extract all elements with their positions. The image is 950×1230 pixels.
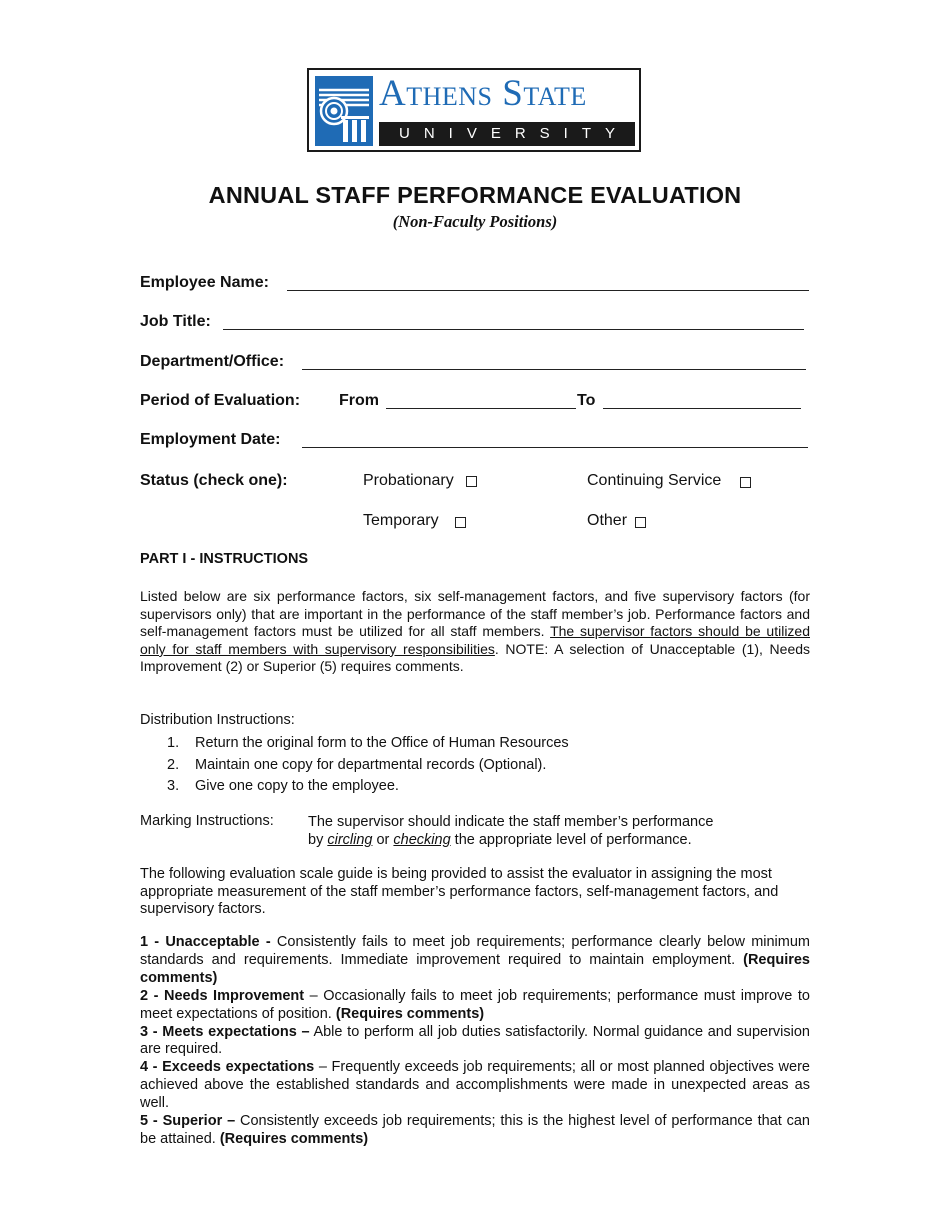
scale-label: 2 - Needs Improvement: [140, 987, 305, 1004]
list-item: [167, 776, 569, 798]
marking-line-2: [308, 831, 788, 849]
logo-subtitle-bar: [379, 122, 635, 146]
marking-checking: checking: [393, 832, 451, 848]
employee-name-field[interactable]: [287, 290, 809, 291]
marking-text-b2: or: [372, 832, 394, 848]
status-other-label: Other: [587, 512, 628, 529]
from-label: From: [339, 392, 379, 409]
period-from-field[interactable]: [386, 408, 576, 409]
list-text: Return the original form to the Office of Human Resources: [195, 735, 569, 751]
list-text: Maintain one copy for departmental records (Optional).: [195, 756, 547, 773]
scale-text: Able to perform all job duties satisfactorily. Normal guidance and supervision are required.: [140, 1023, 810, 1058]
university-logo: [307, 68, 641, 152]
status-continuing-label: Continuing Service: [587, 472, 722, 489]
scale-text: Consistently fails to meet job requirements; performance clearly below minimum standards and requirements. Immediate improvement required to maintain employment.: [140, 934, 811, 968]
to-label: To: [577, 392, 596, 409]
list-number: 1.: [167, 735, 180, 751]
scale-item: [140, 934, 810, 988]
marking-text-b3: the appropriate level of performance.: [450, 832, 692, 848]
marking-line-1: The supervisor should indicate the staff member’s performance: [308, 814, 714, 830]
marking-text: [308, 813, 788, 849]
department-label: Department/Office:: [140, 353, 285, 370]
scale-label: 1 - Unacceptable -: [140, 934, 271, 950]
scale-item: [140, 988, 810, 1024]
scale-item: [140, 1024, 810, 1060]
scale-label: 4 - Exceeds expectations: [140, 1059, 315, 1076]
list-item: [167, 755, 569, 777]
page-subtitle: (Non-Faculty Positions): [392, 212, 558, 231]
list-number: 3.: [167, 778, 180, 794]
status-label: Status (check one):: [140, 472, 288, 489]
period-to-field[interactable]: [603, 408, 801, 409]
scale-text: Consistently exceeds job requirements; this is the highest level of performance that can be attained.: [140, 1113, 811, 1147]
scale-note: (Requires comments): [219, 1130, 369, 1147]
employment-date-field[interactable]: [302, 447, 808, 448]
marking-label: Marking Instructions:: [140, 813, 274, 829]
logo-name: Athens State: [379, 73, 587, 114]
status-other-checkbox[interactable]: [635, 517, 646, 528]
part1-heading: PART I - INSTRUCTIONS: [140, 551, 309, 567]
scale-note: (Requires comments): [335, 1005, 485, 1022]
distribution-list: [167, 733, 569, 798]
instructions-paragraph: [140, 588, 810, 676]
marking-circling: circling: [327, 832, 373, 848]
distribution-heading: Distribution Instructions:: [140, 712, 295, 728]
scale-text: – Frequently exceeds job requirements; all or most planned objectives were achieved above the established standards and accomplishments were made in unexpected areas as well.: [140, 1059, 810, 1112]
scale-label: 5 - Superior –: [140, 1113, 236, 1130]
scale-guide: [140, 934, 810, 1149]
status-probationary-checkbox[interactable]: [466, 476, 477, 487]
status-temporary-label: Temporary: [363, 512, 439, 529]
employee-name-label: Employee Name:: [140, 274, 269, 291]
scale-text: – Occasionally fails to meet job requirements; performance must improve to meet expectations of position.: [140, 987, 810, 1022]
status-probationary-label: Probationary: [363, 472, 454, 489]
list-item: [167, 733, 569, 755]
intro-underlined: The supervisor factors should be utilized only for staff members with supervisory responsibilities: [140, 623, 810, 657]
list-number: 2.: [167, 756, 180, 773]
logo-subtitle: UNIVERSITY: [398, 125, 629, 142]
scale-item: [140, 1113, 810, 1149]
job-title-field[interactable]: [223, 329, 804, 330]
scale-intro: The following evaluation scale guide is being provided to assist the evaluator in assigning the most appropriate measurement of the staff member’s performance factors, self-management factors, and supervisory factors.: [140, 866, 779, 918]
department-field[interactable]: [302, 369, 806, 370]
scale-label: 3 - Meets expectations –: [140, 1023, 310, 1040]
period-label: Period of Evaluation:: [140, 392, 301, 409]
intro-text-a: Listed below are six performance factors, six self-management factors, and five supervisory factors (for supervisors only) that are important in the performance of the staff member’s job. Performance factors and self-management factors must be utilized for all staff members.: [140, 588, 810, 640]
list-text: Give one copy to the employee.: [195, 778, 399, 794]
scale-note: (Requires comments): [140, 951, 810, 986]
job-title-label: Job Title:: [140, 313, 211, 330]
scale-item: [140, 1059, 810, 1113]
column-scroll-icon: [315, 76, 373, 146]
status-continuing-checkbox[interactable]: [740, 477, 751, 488]
intro-text-b: . NOTE: A selection of Unacceptable (1), Needs Improvement (2) or Superior (5) requires comments.: [140, 640, 811, 675]
marking-text-b1: by: [308, 832, 328, 848]
status-temporary-checkbox[interactable]: [455, 517, 466, 528]
employment-date-label: Employment Date:: [140, 431, 281, 448]
page-title: ANNUAL STAFF PERFORMANCE EVALUATION: [208, 182, 742, 208]
